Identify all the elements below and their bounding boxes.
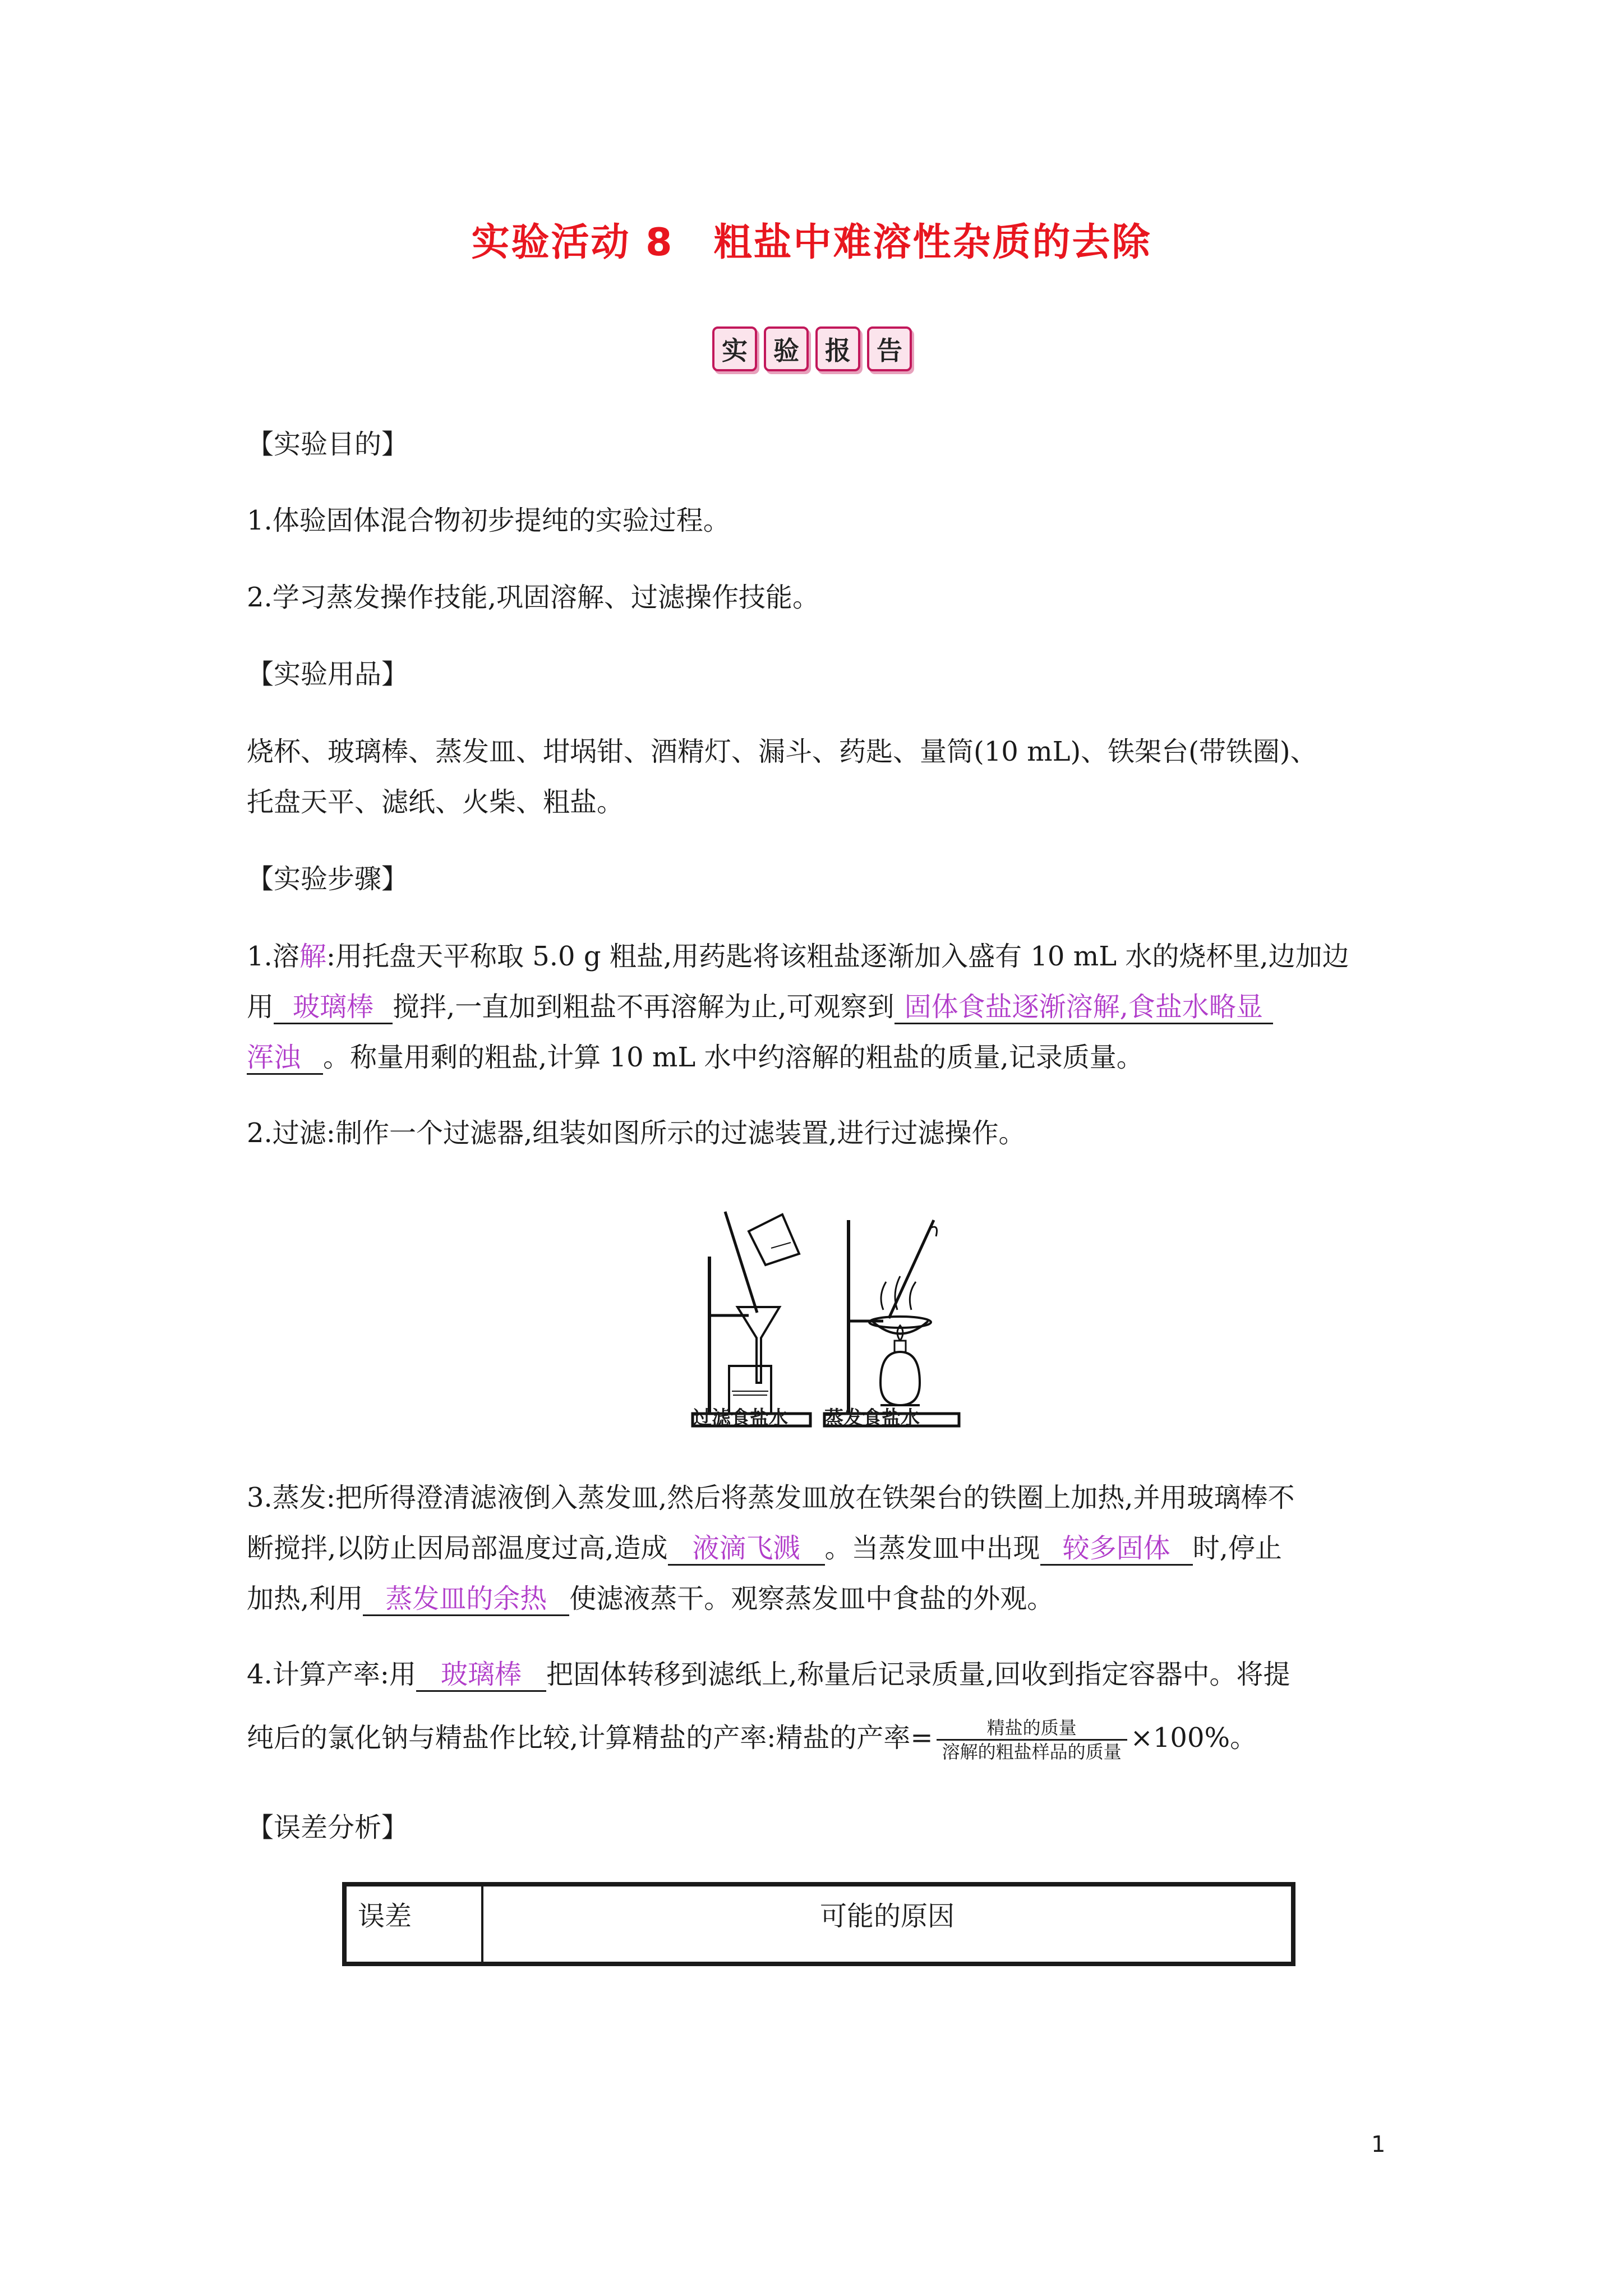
- table-header-reason: 可能的原因: [482, 1884, 1293, 1964]
- badge-char: 告: [867, 326, 912, 371]
- section-heading-steps: 【实验步骤】: [247, 863, 409, 895]
- text: ×100%。: [1130, 1722, 1257, 1754]
- figure-caption-evaporate: 蒸发食盐水: [824, 1407, 920, 1429]
- table-header-error: 误差: [344, 1884, 482, 1964]
- purpose-item: 1.体验固体混合物初步提纯的实验过程。: [247, 505, 730, 536]
- text: 使滤液蒸干。观察蒸发皿中食盐的外观。: [569, 1583, 1054, 1614]
- step1-line3: [247, 1041, 1144, 1075]
- text: 1.溶: [247, 941, 299, 972]
- step4-line1: [247, 1658, 1290, 1692]
- badge-char: 验: [764, 326, 809, 371]
- text: :用托盘天平称取 5.0 g 粗盐,用药匙将该粗盐逐渐加入盛有 10 mL 水的烧杯里,边加边: [326, 941, 1349, 972]
- page-number: 1: [1371, 2132, 1386, 2157]
- figure-caption-filter: 过滤食盐水: [693, 1407, 788, 1429]
- text: 用: [247, 991, 274, 1023]
- step3-line1: 3.蒸发:把所得澄清滤液倒入蒸发皿,然后将蒸发皿放在铁架台的铁圈上加热,并用玻璃棒不: [247, 1482, 1295, 1513]
- text: 加热,利用: [247, 1583, 363, 1614]
- materials-line: 托盘天平、滤纸、火柴、粗盐。: [247, 786, 624, 818]
- section-heading-purpose: 【实验目的】: [247, 429, 409, 460]
- section-heading-error: 【误差分析】: [247, 1812, 409, 1843]
- answer-blank: 液滴飞溅: [668, 1533, 825, 1566]
- error-analysis-table: [342, 1882, 1295, 1966]
- step4-line2: [247, 1717, 1257, 1763]
- badge-char: 报: [815, 326, 860, 371]
- text: 时,停止: [1192, 1533, 1282, 1564]
- materials-line: 烧杯、玻璃棒、蒸发皿、坩埚钳、酒精灯、漏斗、药匙、量筒(10 mL)、铁架台(带铁圈)、: [247, 736, 1317, 767]
- answer-blank: 较多固体: [1040, 1533, 1193, 1566]
- text: 解: [299, 941, 326, 972]
- fraction-denominator: 溶解的粗盐样品的质量: [942, 1741, 1122, 1763]
- text: 。称量用剩的粗盐,计算 10 mL 水中约溶解的粗盐的质量,记录质量。: [323, 1042, 1144, 1073]
- answer-blank: 玻璃棒: [274, 991, 393, 1024]
- answer-blank: 蒸发皿的余热: [363, 1583, 569, 1616]
- badge-char: 实: [712, 326, 757, 371]
- section-heading-materials: 【实验用品】: [247, 659, 409, 690]
- page-title: 实验活动 8 粗盐中难溶性杂质的去除: [471, 220, 1152, 265]
- step3-line3: [247, 1582, 1054, 1616]
- text: 搅拌,一直加到粗盐不再溶解为止,可观察到: [393, 991, 895, 1023]
- answer-blank: 浑浊: [247, 1042, 323, 1075]
- text: 断搅拌,以防止因局部温度过高,造成: [247, 1533, 668, 1564]
- answer-blank: 固体食盐逐渐溶解,食盐水略显: [895, 991, 1273, 1024]
- fraction-numerator: 精盐的质量: [937, 1717, 1127, 1741]
- report-badge: [712, 326, 912, 371]
- text: 纯后的氯化钠与精盐作比较,计算精盐的产率:精盐的产率=: [247, 1722, 933, 1754]
- step2-line: 2.过滤:制作一个过滤器,组装如图所示的过滤装置,进行过滤操作。: [247, 1117, 1026, 1149]
- text: 4.计算产率:用: [247, 1659, 416, 1690]
- step1-line2: [247, 990, 1273, 1024]
- table-row: [344, 1884, 1293, 1964]
- text: 。当蒸发皿中出现: [824, 1533, 1040, 1564]
- step1-line1: [247, 940, 1349, 973]
- purpose-item: 2.学习蒸发操作技能,巩固溶解、过滤操作技能。: [247, 582, 820, 613]
- apparatus-figure: [687, 1198, 967, 1433]
- yield-fraction: [937, 1717, 1127, 1763]
- step3-line2: [247, 1531, 1282, 1566]
- answer-blank: 玻璃棒: [416, 1659, 546, 1692]
- text: 把固体转移到滤纸上,称量后记录质量,回收到指定容器中。将提: [546, 1659, 1290, 1690]
